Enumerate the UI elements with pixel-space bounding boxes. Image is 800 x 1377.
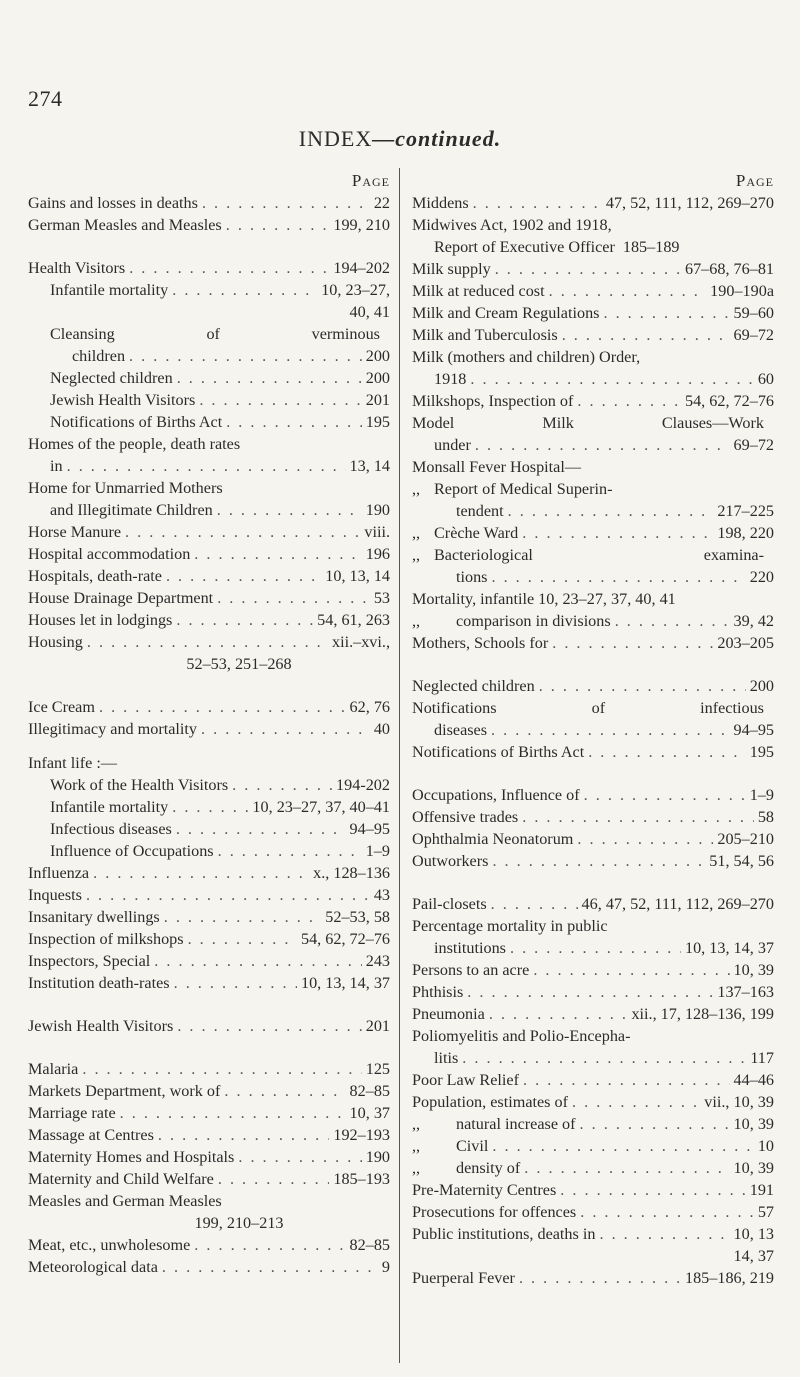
index-entry <box>28 609 390 631</box>
entry-term: Notifications of Births Act <box>50 413 223 431</box>
index-entry <box>412 1003 774 1025</box>
entry-pages: 82–85 <box>349 1082 390 1100</box>
entry-pages: 51, 54, 56 <box>709 852 774 870</box>
entry-term: Notifications of Births Act <box>412 743 585 761</box>
entry-term: Occupations, Influence of <box>412 786 580 804</box>
entry-pages: xii., 17, 128–136, 199 <box>631 1005 774 1023</box>
entry-term: Neglected children <box>412 677 535 695</box>
index-entry <box>28 214 390 236</box>
dot-leader <box>533 959 729 981</box>
index-entry: Midwives Act, 1902 and 1918, Report of Executive Officer 185–189 <box>412 216 680 256</box>
entry-term: Ophthalmia Neonatorum <box>412 830 574 848</box>
index-entry: Mortality, infantile 10, 23–27, 37, 40, 41 <box>412 590 676 608</box>
entry-term: Infectious diseases <box>50 820 172 838</box>
entry-pages: 196 <box>365 545 390 563</box>
dot-leader <box>164 906 322 928</box>
entry-term: density of <box>456 1159 521 1177</box>
entry-pages: 194-202 <box>336 776 390 794</box>
dot-leader <box>552 632 713 654</box>
entry-term: Health Visitors <box>28 259 126 277</box>
index-entry: Model Milk Clauses—Work under . . . 69–72 <box>412 412 774 456</box>
entry-pages: 10, 39 <box>733 1115 774 1133</box>
entry-term: Hospitals, death-rate <box>28 567 162 585</box>
entry-pages: 9 <box>381 1258 390 1276</box>
entry-term: Insanitary dwellings <box>28 908 160 926</box>
entry-term: Persons to an acre <box>412 961 530 979</box>
entry-term: Maternity and Child Welfare <box>28 1170 214 1188</box>
entry-term: Milk supply <box>412 260 491 278</box>
dot-leader <box>218 1168 329 1190</box>
index-entry <box>412 1135 774 1157</box>
index-entry <box>412 390 774 412</box>
entry-pages: 137–163 <box>717 983 774 1001</box>
index-entry <box>412 893 774 915</box>
entry-term: Milk at reduced cost <box>412 282 545 300</box>
dot-leader <box>577 390 681 412</box>
ditto-mark: ,, <box>412 1137 421 1155</box>
index-entry <box>412 959 774 981</box>
index-entry: Infantile mortality . . . 10, 23–27, 40, 41 <box>28 279 390 323</box>
entry-pages: 69–72 <box>733 326 774 344</box>
dot-leader <box>176 609 313 631</box>
index-entry <box>412 828 774 850</box>
index-entry <box>412 1069 774 1091</box>
dot-leader <box>172 796 248 818</box>
entry-term: Milkshops, Inspection of <box>412 392 574 410</box>
index-entry <box>412 1091 774 1113</box>
entry-pages: 195 <box>749 743 774 761</box>
index-entry <box>412 741 774 763</box>
entry-pages: 10, 39 <box>733 1159 774 1177</box>
entry-term: Ice Cream <box>28 698 95 716</box>
index-entry <box>28 1015 390 1037</box>
index-entry: Percentage mortality in public institutions . . . 10, 13, 14, 37 <box>412 915 774 959</box>
column-header-page: Page <box>735 171 774 190</box>
entry-term: House Drainage Department <box>28 589 214 607</box>
index-entry <box>412 632 774 654</box>
entry-term: Infantile mortality <box>50 798 169 816</box>
index-entry: ,, comparison in divisions . . . 39, 42 <box>412 610 774 632</box>
index-entry <box>28 1256 390 1278</box>
dot-leader <box>194 543 361 565</box>
entry-pages: 53 <box>373 589 390 607</box>
entry-pages: 46, 47, 52, 111, 112, 269–270 <box>581 895 774 913</box>
dot-leader <box>473 192 602 214</box>
entry-pages: 201 <box>365 1017 390 1035</box>
index-entry <box>28 1058 390 1080</box>
entry-term: natural increase of <box>456 1115 576 1133</box>
index-entry <box>28 1168 390 1190</box>
index-entry <box>412 1201 774 1223</box>
index-entry <box>412 1267 774 1289</box>
index-heading: Infant life :— <box>28 754 117 772</box>
index-entry: Cleansing of verminous children . . . 200 <box>28 323 390 367</box>
entry-term: Prosecutions for offences <box>412 1203 577 1221</box>
index-entry: Home for Unmarried Mothers and Illegitimate Children . . . 190 <box>28 477 390 521</box>
index-entry <box>412 302 774 324</box>
entry-pages: 185–186, 219 <box>684 1269 774 1287</box>
entry-pages: 94–95 <box>349 820 390 838</box>
entry-term: Poor Law Relief <box>412 1071 519 1089</box>
entry-pages: 54, 61, 263 <box>317 611 390 629</box>
dot-leader <box>174 972 297 994</box>
entry-pages: 44–46 <box>733 1071 774 1089</box>
right-column <box>412 170 774 1289</box>
dot-leader <box>522 806 754 828</box>
entry-term: Maternity Homes and Hospitals <box>28 1148 235 1166</box>
dot-leader <box>603 302 729 324</box>
entry-term: Horse Manure <box>28 523 122 541</box>
dot-leader <box>577 828 713 850</box>
index-entry <box>50 411 390 433</box>
left-column <box>28 170 390 1278</box>
entry-pages: 195 <box>365 413 390 431</box>
entry-pages: 47, 52, 111, 112, 269–270 <box>605 194 774 212</box>
entry-pages: 52–53, 58 <box>325 908 390 926</box>
index-entry <box>50 367 390 389</box>
index-entry <box>50 774 390 796</box>
index-entry <box>28 1146 390 1168</box>
dot-leader <box>93 862 309 884</box>
entry-pages: 40 <box>373 720 390 738</box>
dot-leader <box>177 367 362 389</box>
dot-leader <box>82 1058 361 1080</box>
entry-term: Malaria <box>28 1060 79 1078</box>
index-entry <box>412 280 774 302</box>
entry-term: German Measles and Measles <box>28 216 222 234</box>
entry-pages: 190–190a <box>710 282 774 300</box>
dot-leader <box>188 928 297 950</box>
page-title <box>0 126 800 152</box>
dot-leader <box>120 1102 346 1124</box>
ditto-mark: ,, <box>412 1159 421 1177</box>
index-entry <box>28 1124 390 1146</box>
entry-pages: x., 128–136 <box>313 864 390 882</box>
dot-leader <box>580 1113 730 1135</box>
index-entry <box>412 324 774 346</box>
index-entry <box>28 565 390 587</box>
entry-pages: 203–205 <box>717 634 774 652</box>
dot-leader <box>584 784 746 806</box>
index-entry <box>28 862 390 884</box>
index-entry <box>28 1102 390 1124</box>
index-entry <box>28 521 390 543</box>
dot-leader <box>99 696 346 718</box>
index-entry <box>28 906 390 928</box>
entry-term: Illegitimacy and mortality <box>28 720 198 738</box>
index-entry: Housing . . . xii.–xvi., 52–53, 251–268 <box>28 631 390 675</box>
index-entry <box>412 258 774 280</box>
entry-pages: 54, 62, 72–76 <box>300 930 390 948</box>
index-entry <box>412 806 774 828</box>
index-entry <box>28 696 390 718</box>
entry-pages: 58 <box>757 808 774 826</box>
index-entry <box>28 972 390 994</box>
index-entry <box>412 784 774 806</box>
dot-leader <box>492 1135 753 1157</box>
dot-leader <box>154 950 361 972</box>
index-entry <box>50 796 390 818</box>
entry-pages: 62, 76 <box>349 698 390 716</box>
dot-leader <box>86 884 370 906</box>
entry-pages: 1–9 <box>749 786 774 804</box>
entry-term: Gains and losses in deaths <box>28 194 198 212</box>
dot-leader <box>201 718 370 740</box>
entry-term: Influence of Occupations <box>50 842 214 860</box>
dot-leader <box>491 893 578 915</box>
dot-leader <box>467 981 713 1003</box>
index-entry <box>50 818 390 840</box>
index-heading: Monsall Fever Hospital— <box>412 458 582 476</box>
entry-term: Inspection of milkshops <box>28 930 184 948</box>
page-number: 274 <box>28 86 63 111</box>
entry-term: Neglected children <box>50 369 173 387</box>
entry-pages: 10 <box>757 1137 774 1155</box>
entry-pages: 10, 13, 14, 37 <box>300 974 390 992</box>
dot-leader <box>202 192 370 214</box>
entry-pages: 199, 210 <box>333 216 390 234</box>
entry-pages: 194–202 <box>333 259 390 277</box>
entry-pages: 82–85 <box>349 1236 390 1254</box>
entry-term: Outworkers <box>412 852 489 870</box>
entry-pages: 10, 37 <box>349 1104 390 1122</box>
index-entry <box>28 950 390 972</box>
entry-term: Inspectors, Special <box>28 952 151 970</box>
dot-leader <box>129 257 329 279</box>
dot-leader <box>588 741 746 763</box>
index-entry: Measles and German Measles 199, 210–213 <box>28 1192 284 1232</box>
index-entry <box>28 543 390 565</box>
dot-leader <box>125 521 360 543</box>
column-divider <box>399 168 400 1363</box>
entry-pages: 10, 23–27, 37, 40–41 <box>252 798 390 816</box>
index-entry <box>412 850 774 872</box>
entry-pages: 243 <box>365 952 390 970</box>
dot-leader <box>562 324 730 346</box>
entry-term: Influenza <box>28 864 90 882</box>
dot-leader <box>580 1201 754 1223</box>
dot-leader <box>162 1256 378 1278</box>
dot-leader <box>560 1179 745 1201</box>
index-entry <box>28 1080 390 1102</box>
entry-term: Population, estimates of <box>412 1093 569 1111</box>
index-entry: Public institutions, deaths in . . . 10, 13 14, 37 <box>412 1223 774 1267</box>
entry-term: Institution death-rates <box>28 974 170 992</box>
dot-leader <box>519 1267 681 1289</box>
entry-term: Puerperal Fever <box>412 1269 515 1287</box>
index-entry: Notifications of infectious diseases . . . 94–95 <box>412 697 774 741</box>
entry-pages: 192–193 <box>333 1126 390 1144</box>
index-entry <box>50 389 390 411</box>
index-entry: Milk (mothers and children) Order, 1918 . . . 60 <box>412 346 774 390</box>
entry-pages: 205–210 <box>717 830 774 848</box>
entry-term: Offensive trades <box>412 808 519 826</box>
entry-pages: 67–68, 76–81 <box>684 260 774 278</box>
entry-term: Massage at Centres <box>28 1126 154 1144</box>
dot-leader <box>523 1069 730 1091</box>
entry-term: Pneumonia <box>412 1005 485 1023</box>
dot-leader <box>226 214 330 236</box>
dot-leader <box>158 1124 329 1146</box>
entry-term: Jewish Health Visitors <box>28 1017 174 1035</box>
index-entry: ,, Report of Medical Superin- tendent . . . 217–225 <box>412 478 774 522</box>
index-entry <box>28 192 390 214</box>
entry-pages: viii. <box>364 523 390 541</box>
index-entry <box>50 840 390 862</box>
entry-pages: 200 <box>365 369 390 387</box>
index-entry <box>412 981 774 1003</box>
entry-term: Marriage rate <box>28 1104 116 1122</box>
entry-term: Pail-closets <box>412 895 487 913</box>
index-entry <box>28 928 390 950</box>
dot-leader <box>199 389 361 411</box>
entry-term: Milk and Tuberculosis <box>412 326 558 344</box>
dot-leader <box>495 258 681 280</box>
entry-term: Milk and Cream Regulations <box>412 304 600 322</box>
index-entry <box>28 718 390 740</box>
ditto-mark: ,, <box>412 1115 421 1133</box>
entry-pages: 201 <box>365 391 390 409</box>
dot-leader <box>166 565 321 587</box>
index-entry <box>412 675 774 697</box>
index-entry: ,, Bacteriological examina- tions . . . 220 <box>412 544 774 588</box>
dot-leader <box>218 840 362 862</box>
entry-term: Phthisis <box>412 983 464 1001</box>
title-main: INDEX <box>298 126 373 151</box>
entry-pages: 185–193 <box>333 1170 390 1188</box>
dot-leader <box>224 1080 345 1102</box>
entry-term: Meteorological data <box>28 1258 158 1276</box>
index-entry: ,, Crèche Ward . . . 198, 220 <box>412 522 774 544</box>
entry-term: Mothers, Schools for <box>412 634 549 652</box>
dot-leader <box>177 1015 361 1037</box>
column-header-page: Page <box>351 171 390 190</box>
entry-pages: 10, 13, 14 <box>325 567 390 585</box>
entry-term: Pre-Maternity Centres <box>412 1181 557 1199</box>
dot-leader <box>226 411 362 433</box>
dot-leader <box>492 850 705 872</box>
index-entry <box>28 257 390 279</box>
entry-pages: 191 <box>749 1181 774 1199</box>
index-entry <box>412 1179 774 1201</box>
dot-leader <box>232 774 332 796</box>
dot-leader <box>176 818 346 840</box>
entry-pages: 1–9 <box>365 842 390 860</box>
entry-term: Meat, etc., unwholesome <box>28 1236 191 1254</box>
index-entry: Poliomyelitis and Polio-Encepha- litis . . . 117 <box>412 1025 774 1069</box>
entry-term: Houses let in lodgings <box>28 611 173 629</box>
entry-pages: 125 <box>365 1060 390 1078</box>
dot-leader <box>549 280 707 302</box>
entry-pages: 57 <box>757 1203 774 1221</box>
entry-term: Middens <box>412 194 469 212</box>
entry-pages: 59–60 <box>733 304 774 322</box>
dot-leader <box>572 1091 700 1113</box>
entry-term: Jewish Health Visitors <box>50 391 196 409</box>
dot-leader <box>217 587 370 609</box>
index-entry <box>412 1113 774 1135</box>
entry-pages: 43 <box>373 886 390 904</box>
entry-term: Hospital accommodation <box>28 545 191 563</box>
index-entry <box>28 1234 390 1256</box>
dot-leader <box>489 1003 628 1025</box>
index-entry <box>28 587 390 609</box>
title-continued: —continued. <box>372 126 502 151</box>
entry-pages: vii., 10, 39 <box>704 1093 774 1111</box>
index-entry <box>412 192 774 214</box>
entry-pages: 54, 62, 72–76 <box>684 392 774 410</box>
entry-pages: 10, 39 <box>733 961 774 979</box>
entry-term: Work of the Health Visitors <box>50 776 229 794</box>
entry-term: Civil <box>456 1137 489 1155</box>
dot-leader <box>539 675 746 697</box>
entry-pages: 200 <box>749 677 774 695</box>
entry-pages: 190 <box>365 1148 390 1166</box>
entry-term: Markets Department, work of <box>28 1082 221 1100</box>
index-entry <box>28 884 390 906</box>
dot-leader <box>524 1157 729 1179</box>
dot-leader <box>238 1146 361 1168</box>
entry-pages: 22 <box>373 194 390 212</box>
index-entry <box>412 1157 774 1179</box>
entry-term: Inquests <box>28 886 82 904</box>
index-entry: Homes of the people, death rates in . . . 13, 14 <box>28 433 390 477</box>
dot-leader <box>194 1234 345 1256</box>
